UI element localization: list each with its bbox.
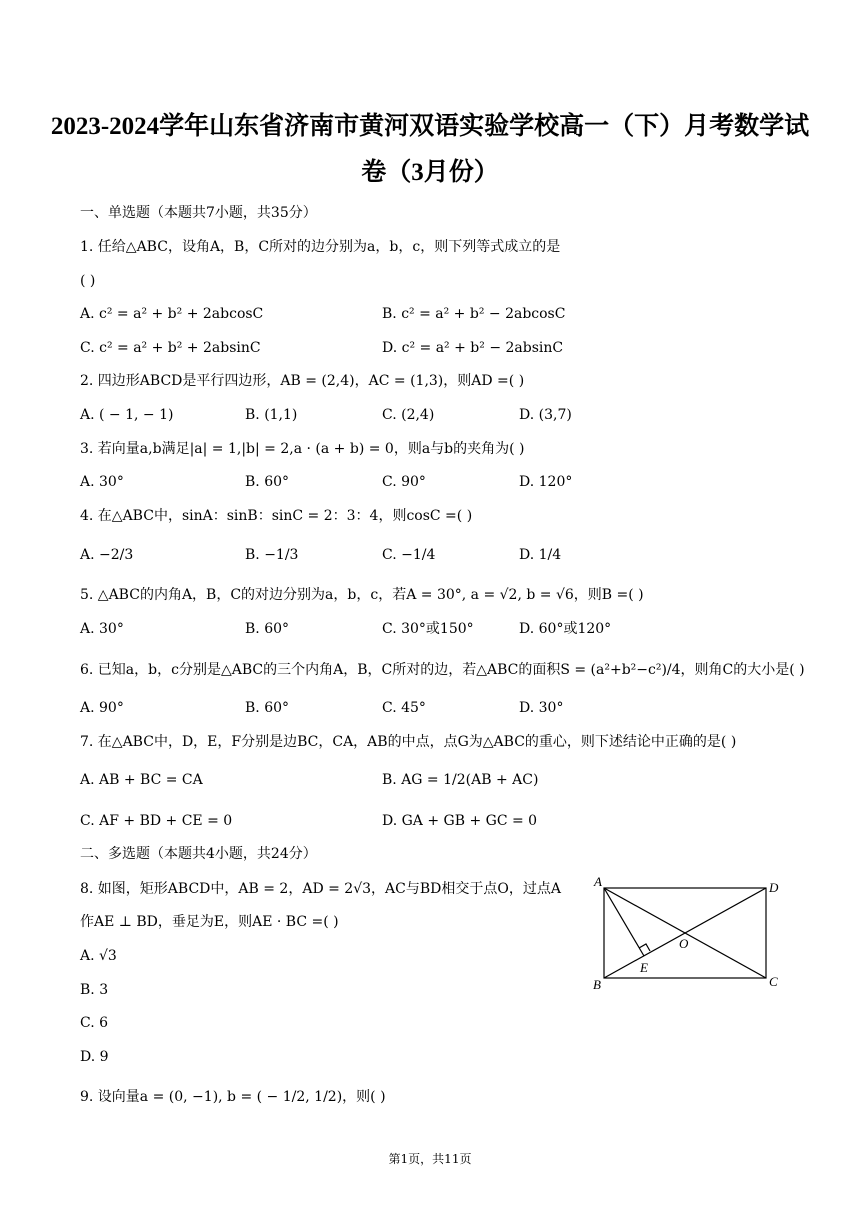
question-1-stem: 1. 任给△ABC，设角A，B，C所对的边分别为a，b，c，则下列等式成立的是 bbox=[80, 239, 561, 255]
question-5-option-d: D. 60°或120° bbox=[519, 621, 612, 637]
page-footer: 第1页，共11页 bbox=[388, 1152, 472, 1166]
question-1-option-a: A. c² = a² + b² + 2abcosC bbox=[80, 306, 264, 322]
question-8-option-b: B. 3 bbox=[80, 982, 109, 998]
question-4-option-b: B. −1/3 bbox=[245, 547, 299, 563]
question-8-option-a: A. √3 bbox=[80, 948, 117, 964]
question-8-stem-line-2: 作AE ⊥ BD，垂足为E，则AE · BC =( ) bbox=[80, 914, 339, 930]
question-8-option-c: C. 6 bbox=[80, 1015, 109, 1031]
label-e: E bbox=[640, 960, 648, 975]
question-3-option-d: D. 120° bbox=[519, 474, 573, 490]
question-7-option-a: A. AB + BC = CA bbox=[80, 772, 203, 788]
rectangle-diagram bbox=[590, 872, 790, 996]
question-1-paren: ( ) bbox=[80, 273, 96, 289]
question-6-option-d: D. 30° bbox=[519, 700, 564, 716]
section-heading-single-choice: 一、单选题（本题共7小题，共35分） bbox=[80, 205, 317, 221]
question-1-option-c: C. c² = a² + b² + 2absinC bbox=[80, 340, 261, 356]
page-title-line-1: 2023-2024学年山东省济南市黄河双语实验学校高一（下）月考数学试 bbox=[50, 113, 810, 140]
question-7-stem: 7. 在△ABC中，D，E，F分别是边BC，CA，AB的中点，点G为△ABC的重心，则下述结论中正确的是( ) bbox=[80, 734, 737, 750]
question-2-option-c: C. (2,4) bbox=[382, 407, 435, 423]
question-9-stem: 9. 设向量a = (0, −1), b = ( − 1/2, 1/2)，则( ) bbox=[80, 1089, 386, 1105]
question-4-option-d: D. 1/4 bbox=[519, 547, 562, 563]
question-5-stem: 5. △ABC的内角A，B，C的对边分别为a，b，c，若A = 30°, a = √2, b = √6，则B =( ) bbox=[80, 587, 644, 603]
question-1-option-b: B. c² = a² + b² − 2abcosC bbox=[382, 306, 566, 322]
label-o: O bbox=[679, 936, 689, 951]
question-6-option-a: A. 90° bbox=[80, 700, 124, 716]
question-3-option-c: C. 90° bbox=[382, 474, 426, 490]
question-5-option-a: A. 30° bbox=[80, 621, 124, 637]
question-6-stem: 6. 已知a，b，c分别是△ABC的三个内角A，B，C所对的边，若△ABC的面积S = (a²+b²−c²)/4，则角C的大小是( ) bbox=[80, 662, 805, 678]
question-7-option-b: B. AG = 1/2(AB + AC) bbox=[382, 772, 539, 788]
question-8-option-d: D. 9 bbox=[80, 1049, 109, 1065]
label-a: A bbox=[594, 874, 602, 889]
question-5-option-c: C. 30°或150° bbox=[382, 621, 474, 637]
question-3-stem: 3. 若向量a,b满足|a| = 1,|b| = 2,a · (a + b) = 0，则a与b的夹角为( ) bbox=[80, 441, 525, 457]
question-2-option-b: B. (1,1) bbox=[245, 407, 298, 423]
segment-ae bbox=[604, 888, 644, 956]
question-6-option-c: C. 45° bbox=[382, 700, 426, 716]
question-4-option-c: C. −1/4 bbox=[382, 547, 436, 563]
section-heading-multiple-choice: 二、多选题（本题共4小题，共24分） bbox=[80, 846, 317, 862]
question-4-stem: 4. 在△ABC中，sinA：sinB：sinC = 2：3：4，则cosC =( ) bbox=[80, 508, 473, 524]
label-b: B bbox=[593, 977, 601, 992]
label-d: D bbox=[769, 880, 779, 895]
rectangle-figure bbox=[590, 872, 790, 996]
question-5-option-b: B. 60° bbox=[245, 621, 290, 637]
question-8-stem-line-1: 8. 如图，矩形ABCD中，AB = 2，AD = 2√3，AC与BD相交于点O，过点A bbox=[80, 881, 561, 897]
question-3-option-a: A. 30° bbox=[80, 474, 124, 490]
question-4-option-a: A. −2/3 bbox=[80, 547, 134, 563]
question-6-option-b: B. 60° bbox=[245, 700, 290, 716]
question-2-stem: 2. 四边形ABCD是平行四边形，AB = (2,4)，AC = (1,3)，则AD =( ) bbox=[80, 373, 525, 389]
page-title-line-2: 卷（3月份） bbox=[361, 159, 499, 186]
question-2-option-a: A. ( − 1, − 1) bbox=[80, 407, 174, 423]
question-7-option-c: C. AF + BD + CE = 0 bbox=[80, 813, 233, 829]
question-3-option-b: B. 60° bbox=[245, 474, 290, 490]
question-1-option-d: D. c² = a² + b² − 2absinC bbox=[382, 340, 564, 356]
question-7-option-d: D. GA + GB + GC = 0 bbox=[382, 813, 538, 829]
question-2-option-d: D. (3,7) bbox=[519, 407, 572, 423]
label-c: C bbox=[769, 974, 778, 989]
